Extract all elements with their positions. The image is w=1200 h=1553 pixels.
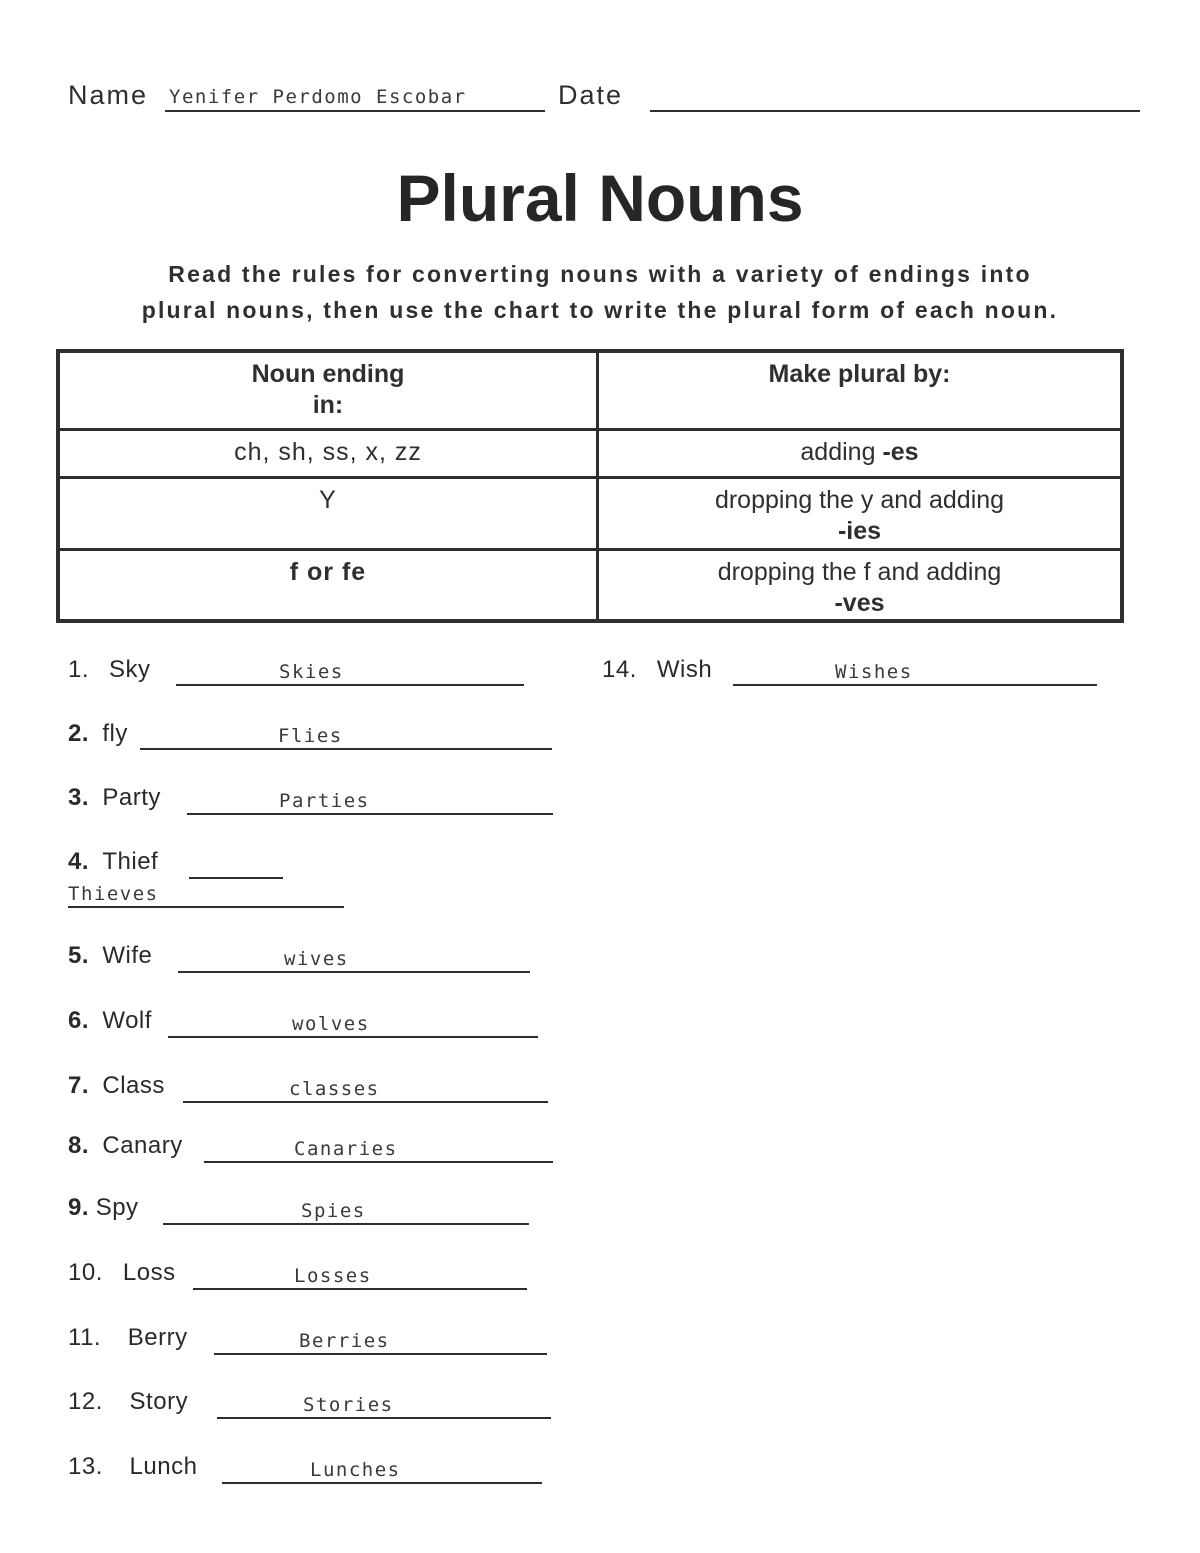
answer-6: wolves xyxy=(292,1013,370,1035)
rule-method: dropping the y and adding -ies xyxy=(598,477,1123,549)
instructions-line-2: plural nouns, then use the chart to write the plural form of each noun. xyxy=(141,297,1059,323)
rules-row xyxy=(58,477,1122,549)
answer-field-6[interactable] xyxy=(168,1008,538,1038)
answer-13: Lunches xyxy=(310,1459,401,1481)
question-5: 5. Wife xyxy=(68,942,153,969)
answer-7: classes xyxy=(289,1078,380,1100)
question-2: 2. fly xyxy=(68,720,128,747)
rule-ending: ch, sh, ss, x, zz xyxy=(58,429,598,477)
rule-ending: Y xyxy=(58,477,598,549)
name-label: Name xyxy=(68,80,149,110)
answer-3: Parties xyxy=(279,790,370,812)
question-3: 3. Party xyxy=(68,784,161,811)
rule-suffix: -ves xyxy=(834,588,885,617)
question-11: 11. Berry xyxy=(68,1324,188,1351)
rule-method: dropping the f and adding -ves xyxy=(598,549,1123,621)
question-8: 8. Canary xyxy=(68,1132,183,1159)
answer-4: Thieves xyxy=(68,883,159,905)
answer-5: wives xyxy=(284,948,349,970)
question-9: 9. Spy xyxy=(68,1194,139,1221)
name-field[interactable] xyxy=(165,84,545,112)
name-value: Yenifer Perdomo Escobar xyxy=(169,86,467,108)
rule-suffix: -ies xyxy=(837,516,882,545)
answer-10: Losses xyxy=(294,1265,372,1287)
question-7: 7. Class xyxy=(68,1072,165,1099)
answer-field-2[interactable] xyxy=(140,720,552,750)
answer-8: Canaries xyxy=(294,1138,398,1160)
answer-field-4[interactable] xyxy=(68,878,344,908)
date-label: Date xyxy=(558,80,624,110)
answer-field-8[interactable] xyxy=(204,1133,553,1163)
rules-table xyxy=(56,349,1124,623)
rule-method: adding -es xyxy=(598,429,1123,477)
col-header-noun-ending: Noun ending in: xyxy=(58,351,598,429)
rule-suffix: -es xyxy=(882,437,919,466)
answer-field-4a[interactable] xyxy=(189,849,283,879)
rules-row xyxy=(58,549,1122,621)
answer-1: Skies xyxy=(279,661,344,683)
answer-field-5[interactable] xyxy=(178,943,530,973)
instructions xyxy=(60,256,1140,328)
instructions-line-1: Read the rules for converting nouns with a variety of endings into xyxy=(168,261,1032,287)
answer-field-13[interactable] xyxy=(222,1454,542,1484)
question-14: 14. Wish xyxy=(602,656,713,683)
rules-header-row xyxy=(58,351,1122,429)
answer-field-14[interactable] xyxy=(733,656,1097,686)
question-4: 4. Thief xyxy=(68,848,159,875)
answer-11: Berries xyxy=(299,1330,390,1352)
col-header-make-plural: Make plural by: xyxy=(598,351,1123,429)
date-field[interactable] xyxy=(650,84,1140,112)
answer-field-10[interactable] xyxy=(193,1260,527,1290)
question-13: 13. Lunch xyxy=(68,1453,198,1480)
question-1: 1. Sky xyxy=(68,656,151,683)
answer-field-9[interactable] xyxy=(163,1195,529,1225)
answer-field-12[interactable] xyxy=(217,1389,551,1419)
rules-row xyxy=(58,429,1122,477)
question-6: 6. Wolf xyxy=(68,1007,152,1034)
answer-field-3[interactable] xyxy=(187,785,553,815)
answer-12: Stories xyxy=(303,1394,394,1416)
rule-ending: f or fe xyxy=(58,549,598,621)
question-12: 12. Story xyxy=(68,1388,189,1415)
answer-2: Flies xyxy=(278,725,343,747)
answer-9: Spies xyxy=(301,1200,366,1222)
header xyxy=(68,80,1143,116)
answer-field-7[interactable] xyxy=(183,1073,548,1103)
answer-14: Wishes xyxy=(835,661,913,683)
answer-field-11[interactable] xyxy=(214,1325,547,1355)
question-10: 10. Loss xyxy=(68,1259,176,1286)
page-title: Plural Nouns xyxy=(396,161,804,235)
answer-field-1[interactable] xyxy=(176,656,524,686)
